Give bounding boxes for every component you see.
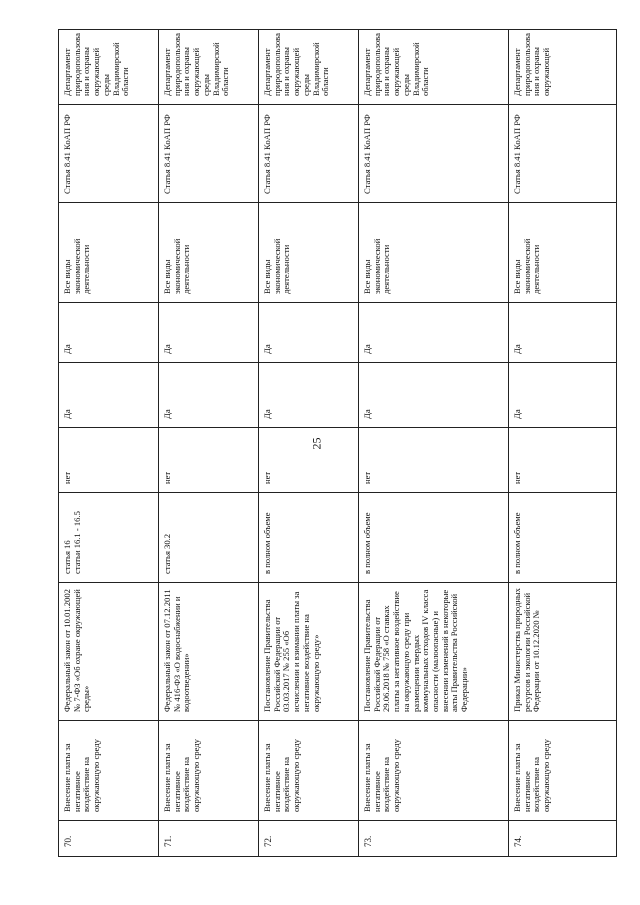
flag-cell-1: нет: [259, 428, 359, 493]
requirement-cell: Внесение платы за негативное воздействие на окружающую среду: [259, 721, 359, 821]
requirement-cell: Внесение платы за негативное воздействие на окружающую среду: [509, 721, 617, 821]
table-row: [359, 30, 509, 857]
row-number: 72.: [259, 821, 359, 857]
articles-cell: статья 30.2: [159, 493, 259, 583]
requirements-table: [58, 29, 617, 857]
legal-act-cell: Федеральный закон от 10.01.2002 № 7-ФЗ «Об охране окружающей среды»: [59, 583, 159, 721]
activity-cell: Все виды экономической деятельности: [259, 203, 359, 303]
koap-article-cell: Статья 8.41 КоАП РФ: [159, 105, 259, 203]
authority-cell: Департамент природопользова ния и охраны окружающей среды Владимирской области: [359, 30, 509, 105]
table-row: [159, 30, 259, 857]
flag-cell-3: Да: [259, 303, 359, 363]
articles-cell: в полном объеме: [259, 493, 359, 583]
table-row: [59, 30, 159, 857]
flag-cell-2: Да: [59, 363, 159, 428]
koap-article-cell: Статья 8.41 КоАП РФ: [259, 105, 359, 203]
flag-cell-2: Да: [159, 363, 259, 428]
flag-cell-1: нет: [359, 428, 509, 493]
flag-cell-3: Да: [509, 303, 617, 363]
legal-act-cell: Постановление Правительства Российской Федерации от 29.06.2018 № 758 «О ставках платы за негативное воздействие на окружающую среду при размещении твердых коммунальных отходов IV класса опасности (малоопасные) и внесении изменений в некоторые акты Правительства Российской Федерации»: [359, 583, 509, 721]
activity-cell: Все виды экономической деятельности: [159, 203, 259, 303]
page-number: 25: [309, 437, 324, 450]
koap-article-cell: Статья 8.41 КоАП РФ: [509, 105, 617, 203]
legal-act-cell: Приказ Министерства природных ресурсов и экологии Российской Федерации от 10.12.2020 №: [509, 583, 617, 721]
articles-cell: в полном объеме: [509, 493, 617, 583]
row-number: 74.: [509, 821, 617, 857]
authority-cell: Департамент природопользова ния и охраны окружающей: [509, 30, 617, 105]
table-body: [59, 30, 617, 857]
flag-cell-1: нет: [159, 428, 259, 493]
articles-cell: в полном объеме: [359, 493, 509, 583]
legal-act-cell: Федеральный закон от 07.12.2011 № 416-ФЗ «О водоснабжении и водоотведении»: [159, 583, 259, 721]
activity-cell: Все виды экономической деятельности: [359, 203, 509, 303]
requirement-cell: Внесение платы за негативное воздействие на окружающую среду: [59, 721, 159, 821]
table-row: [509, 30, 617, 857]
row-number: 73.: [359, 821, 509, 857]
authority-cell: Департамент природопользова ния и охраны окружающей среды Владимирской области: [259, 30, 359, 105]
flag-cell-3: Да: [59, 303, 159, 363]
row-number: 71.: [159, 821, 259, 857]
articles-cell: статья 16 статьи 16.1 - 16.5: [59, 493, 159, 583]
flag-cell-3: Да: [359, 303, 509, 363]
flag-cell-1: нет: [509, 428, 617, 493]
flag-cell-2: Да: [359, 363, 509, 428]
koap-article-cell: Статья 8.41 КоАП РФ: [359, 105, 509, 203]
activity-cell: Все виды экономической деятельности: [59, 203, 159, 303]
authority-cell: Департамент природопользова ния и охраны окружающей среды Владимирской области: [59, 30, 159, 105]
activity-cell: Все виды экономической деятельности: [509, 203, 617, 303]
flag-cell-2: Да: [509, 363, 617, 428]
row-number: 70.: [59, 821, 159, 857]
authority-cell: Департамент природопользова ния и охраны окружающей среды Владимирской области: [159, 30, 259, 105]
flag-cell-3: Да: [159, 303, 259, 363]
requirement-cell: Внесение платы за негативное воздействие на окружающую среду: [159, 721, 259, 821]
flag-cell-1: нет: [59, 428, 159, 493]
flag-cell-2: Да: [259, 363, 359, 428]
rotated-table-container: [58, 30, 616, 857]
koap-article-cell: Статья 8.41 КоАП РФ: [59, 105, 159, 203]
table-row: [259, 30, 359, 857]
legal-act-cell: Постановление Правительства Российской Федерации от 03.03.2017 № 255 «Об исчислении и взимании платы за негативное воздействие на окружающую среду»: [259, 583, 359, 721]
requirement-cell: Внесение платы за негативное воздействие на окружающую среду: [359, 721, 509, 821]
